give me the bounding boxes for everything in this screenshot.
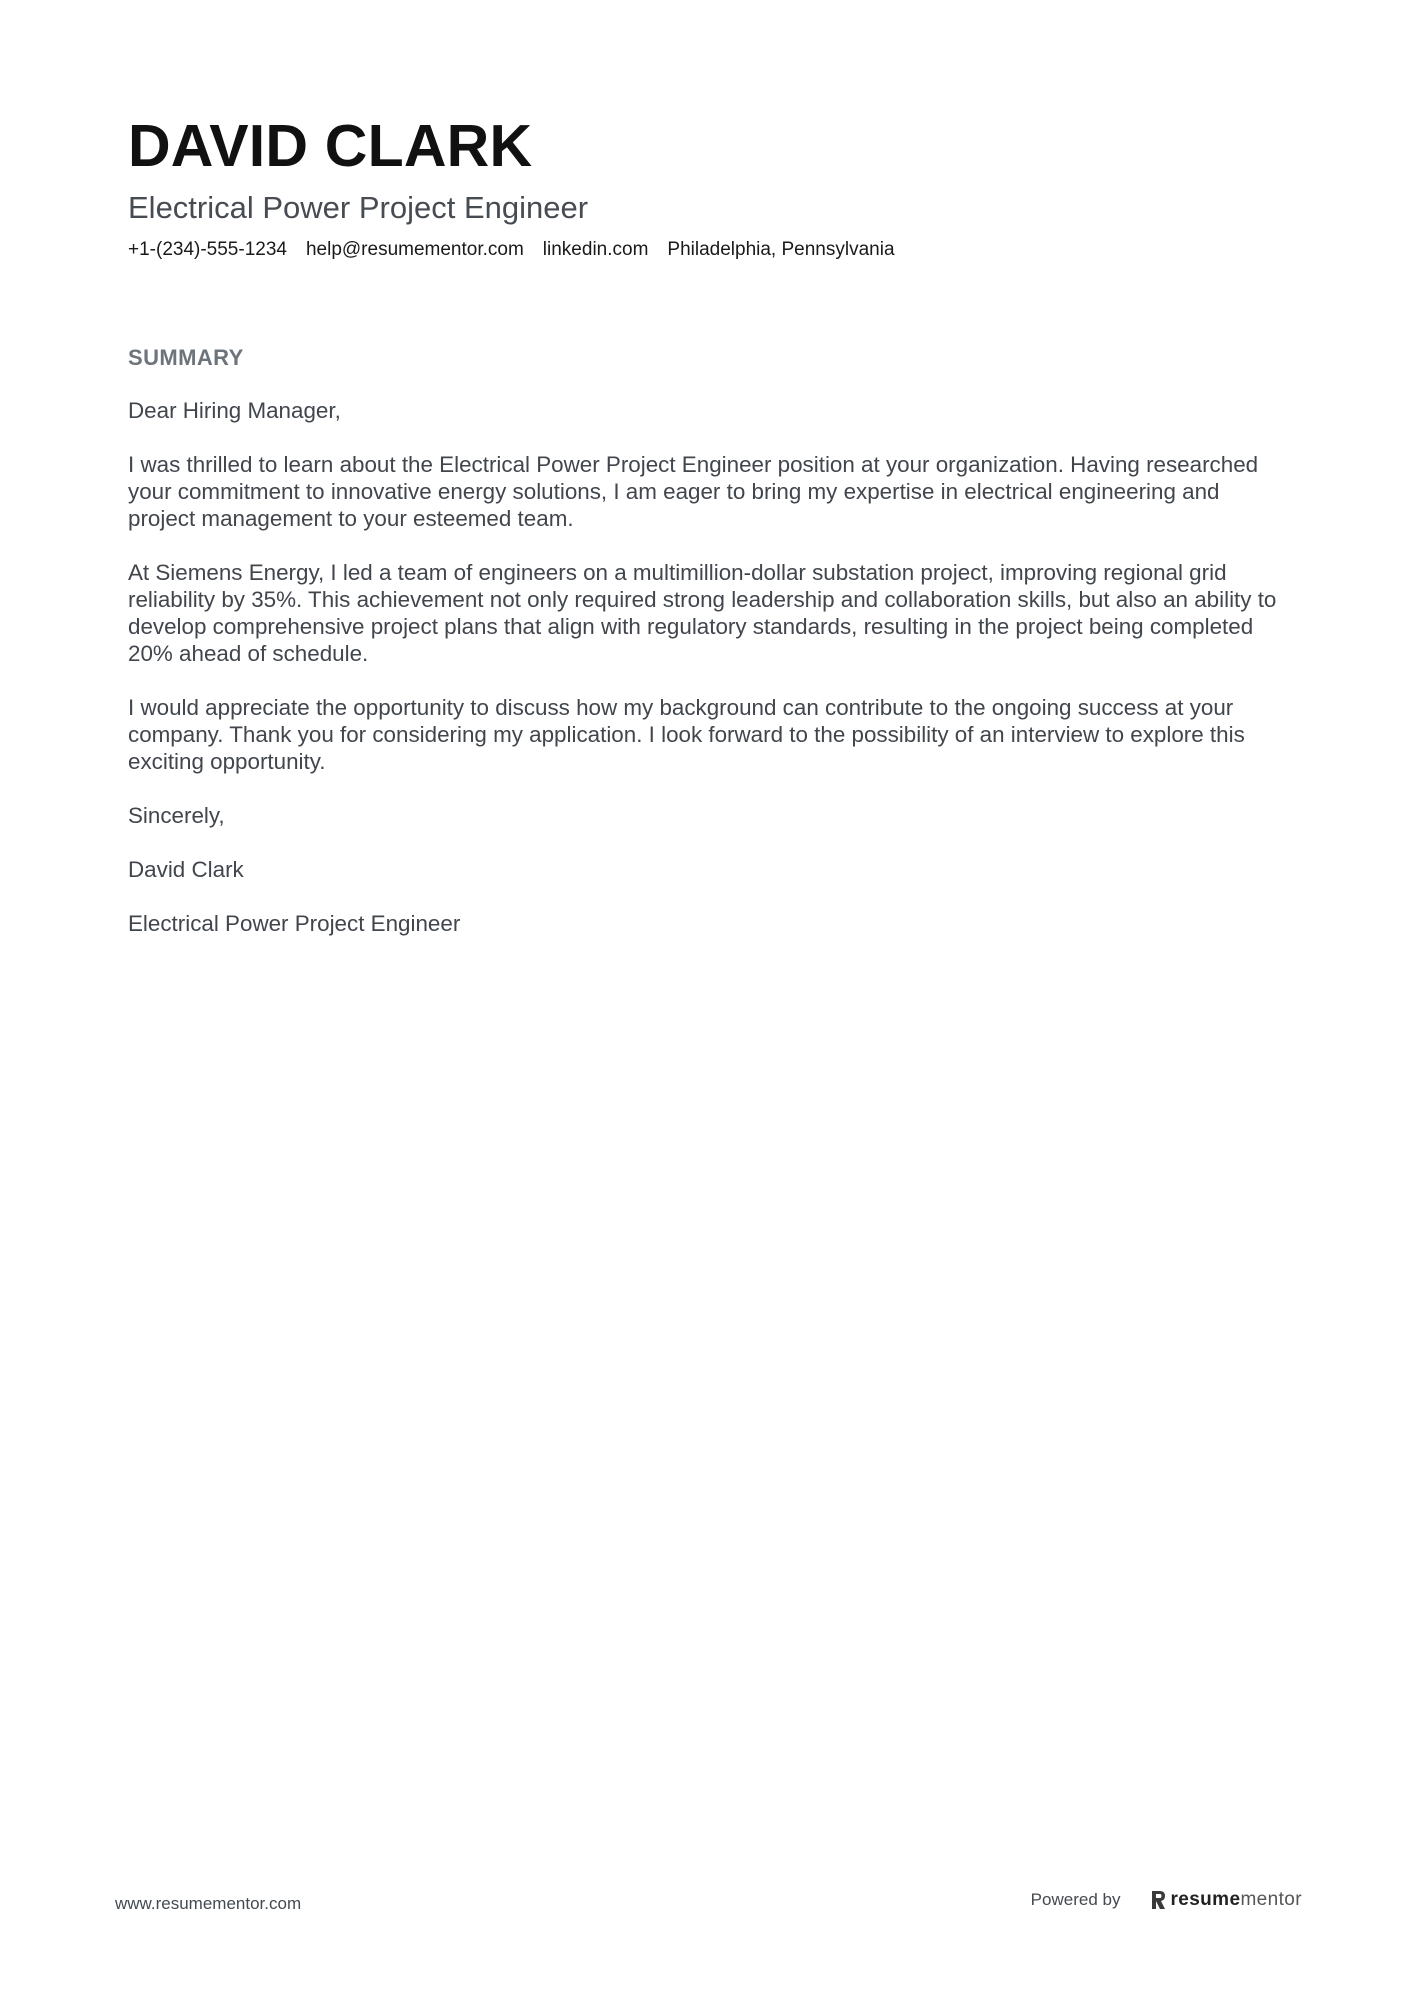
salutation: Dear Hiring Manager, <box>128 398 341 423</box>
candidate-title: Electrical Power Project Engineer <box>128 190 589 225</box>
contact-info <box>128 238 1288 262</box>
contact-email: help@resumementor.com <box>305 239 524 260</box>
candidate-name: DAVID CLARK <box>128 113 533 179</box>
brand-name-light: mentor <box>1240 1889 1302 1910</box>
letter-paragraph: I would appreciate the opportunity to discuss how my background can contribute to the ongoing success at your company. Thank you for considering my application. I look forward to the possibility of an interview to explore this exciting opportunity. <box>128 695 1245 774</box>
brand-name-bold: resume <box>1170 1889 1241 1910</box>
signature-name: David Clark <box>128 857 244 882</box>
section-heading: SUMMARY <box>128 345 244 370</box>
footer-website: www.resumementor.com <box>115 1894 302 1913</box>
letter-paragraph: I was thrilled to learn about the Electrical Power Project Engineer position at your organization. Having researched your commitment to innovative energy solutions, I am eager to bring my expertise in electrical engineering and project management to your esteemed team. <box>128 452 1259 531</box>
summary-section <box>128 343 1288 964</box>
contact-location: Philadelphia, Pennsylvania <box>667 239 895 260</box>
brand-name <box>1170 1889 1302 1911</box>
closing: Sincerely, <box>128 803 225 828</box>
footer-brand <box>1031 1889 1302 1911</box>
powered-by-label: Powered by <box>1030 1890 1121 1909</box>
letter-body <box>128 397 1288 937</box>
brand-logo <box>1150 1889 1302 1911</box>
header <box>128 112 1288 262</box>
letter-paragraph: At Siemens Energy, I led a team of engineers on a multimillion-dollar substation project, improving regional grid reliability by 35%. This achievement not only required strong leadership and collaboration skills, but also an ability to develop comprehensive project plans that align with regulatory standards, resulting in the project being completed 20% ahead of schedule. <box>128 560 1277 666</box>
resumementor-logo-icon <box>1150 1890 1166 1910</box>
contact-phone: +1-(234)-555-1234 <box>128 239 287 260</box>
signature-title: Electrical Power Project Engineer <box>128 911 461 936</box>
contact-linkedin: linkedin.com <box>542 239 649 260</box>
